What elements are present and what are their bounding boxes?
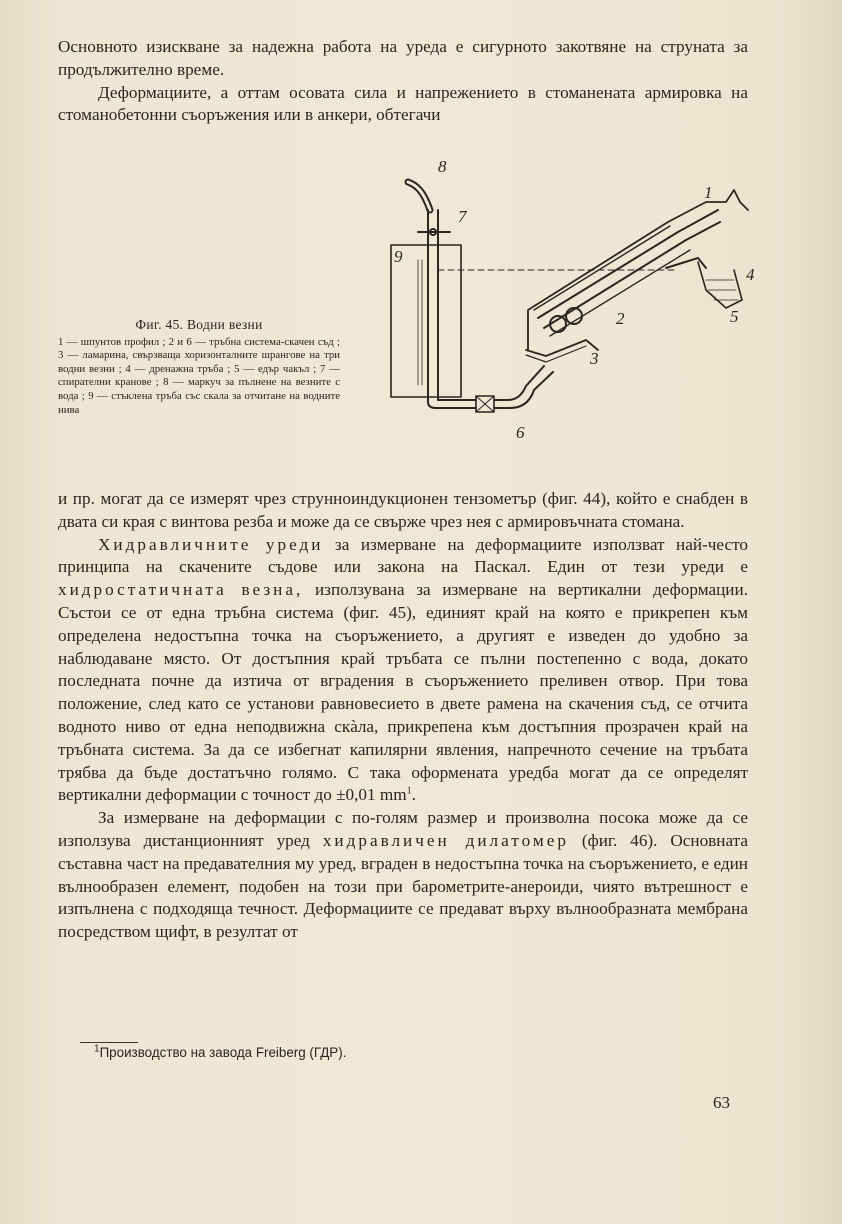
top-text	[58, 36, 748, 127]
figure-label-7: 7	[458, 207, 467, 226]
water-level-diagram	[58, 150, 758, 470]
figure-label-3: 3	[590, 349, 599, 368]
figure-label-1: 1	[704, 183, 713, 202]
footnote-reference: 1	[406, 785, 412, 797]
term-hydraulic-devices: Хидравличните уреди	[98, 534, 324, 554]
footnote	[94, 1045, 346, 1060]
main-text	[58, 488, 748, 944]
paragraph-deformations: Деформациите, а оттам осовата сила и напрежението в стоманената армировка на стоманобетонни съоръжения или в анкери, обтегачи	[58, 82, 748, 125]
figure-label-4: 4	[746, 265, 755, 284]
figure-caption	[58, 318, 340, 417]
figure-title: Фиг. 45. Водни везни	[135, 317, 263, 332]
footnote-divider	[80, 1042, 138, 1043]
footnote-mark: 1	[94, 1043, 100, 1055]
figure-label-6: 6	[516, 423, 525, 442]
figure-label-9: 9	[394, 247, 403, 266]
paragraph-hydraulic-end: .	[411, 785, 416, 805]
term-hydraulic-dilatometer: хидравличен дилатомер	[322, 830, 569, 850]
paragraph-tensometer: и пр. могат да се измерят чрез струнноиндукционен тензометър (фиг. 44), който е снабден в двата си края с винтова резба и може да се свърже чрез нея с армировъчната стомана.	[58, 489, 748, 531]
page-number: 63	[713, 1093, 730, 1112]
figure-label-5: 5	[730, 307, 739, 326]
figure-label-2: 2	[616, 309, 625, 328]
figure-label-8: 8	[438, 157, 447, 176]
paragraph-hydraulic-text-b: използувана за измерване на вертикални деформации. Състои се от една тръбна система (фиг. 45), единият край на която е прикрепен към определена недостъпна точка на съоръжението, а другият е изведен до удобно за наблюдаване място. От достъпния край тръбата се пълни постепенно с вода, докато последната почне да изтича от вградения в съоръжението преливен отвор. При това положение, след като се установи равновесието в двете рамена на скачения съд, се отчита водното ниво от една неподвижна скàла, прикрепена към достъпния прозрачен край на тръбната система. За да се избегнат капилярни явления, напречното сечение на тръбата трябва да бъде достатъчно голямо. С така оформената уредба могат да се определят вертикални деформации с точност до ±0,01 mm	[58, 580, 748, 805]
footnote-text: Производство на завода Freiberg (ГДР).	[99, 1045, 347, 1060]
paragraph-hydraulic-text-a: за измерване на деформациите използват най-често принципа на скачените съдове или закона на Паскал. Един от тези уреди е	[58, 534, 748, 577]
paragraph-dilatometer	[58, 807, 748, 944]
paragraph-dilatometer-text-b: (фиг. 46). Основната съставна част на предавателния му уред, вграден в недостъпна точка на съоръжението, е един вълнообразен елемент, подобен на този при барометрите-анероиди, чиято вътрешност е изпълнена с подходяща течност. Деформациите се предават върху вълнообразната мембрана посредством щифт, в резултат от	[58, 830, 749, 942]
figure-legend: 1 — шпунтов профил ; 2 и 6 — тръбна система-скачен съд ; 3 — ламарина, свързваща хоризонталните шрангове на три водни везни ; 4 — дренажна тръба ; 5 — едър чакъл ; 7 — спирателни кранове ; 8 — маркуч за пълнене на везните с вода ; 9 — стъклена тръба със скала за отчитане на водните нива	[58, 335, 340, 416]
term-hydrostatic-balance: хидростатичната везна,	[58, 580, 304, 600]
paragraph-dilatometer-text-a: За измерване на деформации с по-голям размер и произволна посока може да се използува дистанционният уред	[58, 808, 748, 850]
paragraph-hydraulic	[58, 534, 748, 808]
paragraph-anchoring: Основното изискване за надежна работа на уреда е сигурното закотвяне на струната за продължително време.	[58, 37, 748, 79]
figure-45	[58, 150, 758, 470]
